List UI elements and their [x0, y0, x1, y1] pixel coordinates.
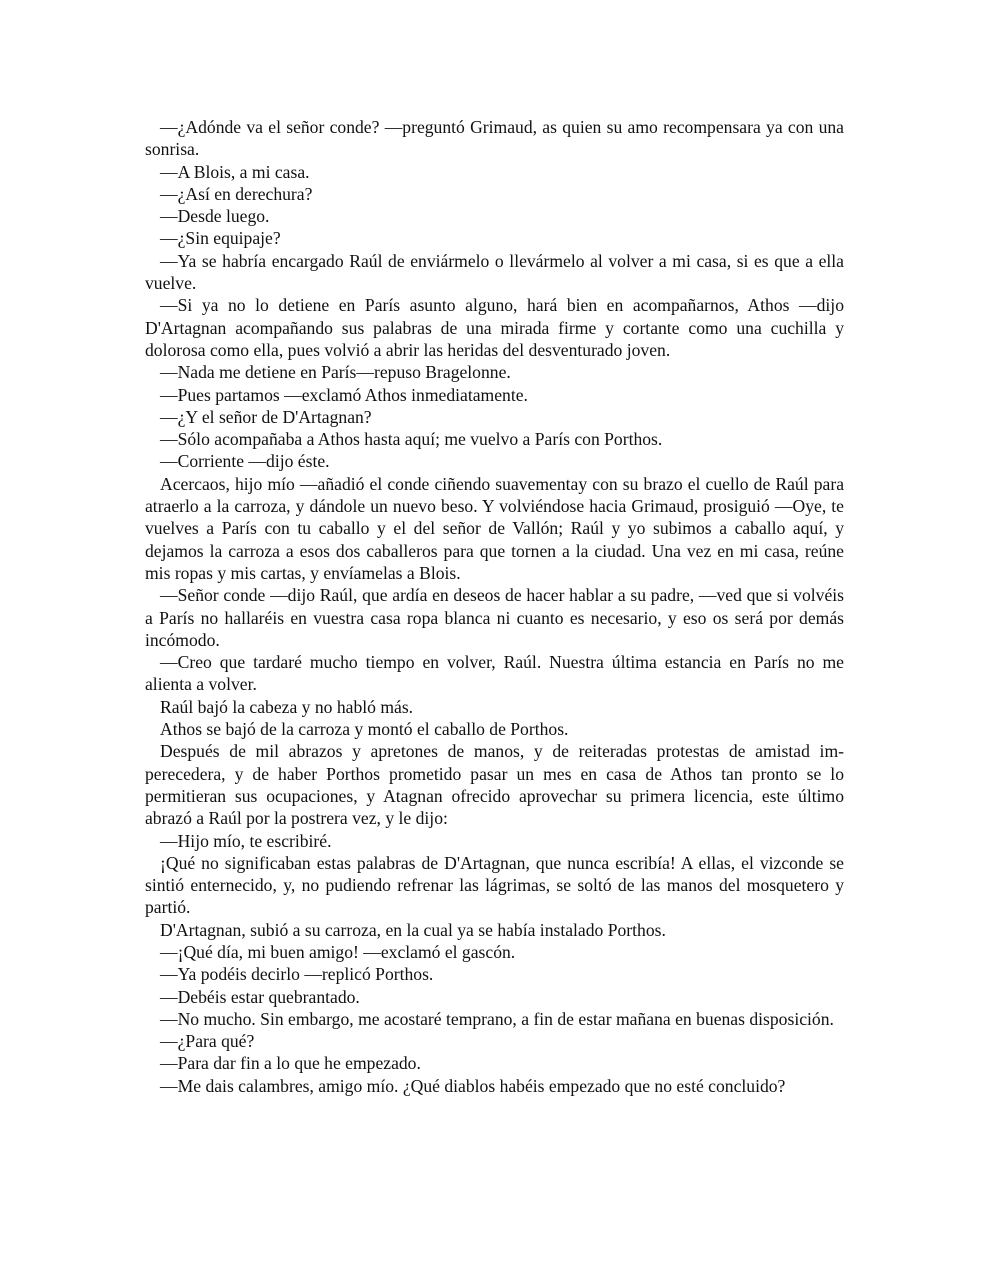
paragraph: Athos se bajó de la carroza y montó el caballo de Porthos.: [160, 719, 569, 740]
paragraph: —Pues partamos —exclamó Athos inmediatamente.: [160, 384, 528, 405]
paragraph: —Desde luego.: [160, 206, 270, 227]
paragraph: —¿Y el señor de D'Artagnan?: [160, 406, 372, 427]
paragraph: —¿Adónde va el señor conde? —preguntó Grimaud, as quien su amo recompensara ya con una sonrisa.: [145, 117, 844, 160]
paragraph: —Ya se habría encargado Raúl de enviármelo o llevármelo al volver a mi casa, si es que a ella vuelve.: [145, 250, 844, 294]
paragraph: Después de mil abrazos y apretones de manos, y de reiteradas protestas de amistad imperecedera, y de haber Porthos prometido pasar un mes en casa de Athos tan pronto se lo permitieran sus ocupaciones, y Atagnan ofrecido aprovechar su primera licencia, este último abrazó a Raúl por la postrera vez, y le dijo:: [145, 741, 844, 829]
paragraph: —¡Qué día, mi buen amigo! —exclamó el gascón.: [160, 941, 516, 962]
paragraph: —Sólo acompañaba a Athos hasta aquí; me vuelvo a París con Porthos.: [160, 429, 663, 450]
paragraph: —Creo que tardaré mucho tiempo en volver, Raúl. Nuestra última estancia en París no me alienta a volver.: [145, 652, 844, 695]
paragraph: —Hijo mío, te escribiré.: [160, 830, 332, 851]
paragraph: —A Blois, a mi casa.: [160, 161, 310, 182]
paragraph: —Corriente —dijo éste.: [160, 451, 330, 472]
paragraph: —Ya podéis decirlo —replicó Porthos.: [160, 964, 434, 985]
paragraph: —¿Así en derechura?: [160, 183, 313, 204]
paragraph: —¿Para qué?: [160, 1031, 255, 1052]
page-body: [145, 116, 844, 1097]
paragraph: —Si ya no lo detiene en París asunto alguno, hará bien en acompañarnos, Athos —dijo D'Artagnan acompañando sus palabras de una mirada firme y cortante como una cuchilla y dolorosa como ella, pues volvió a abrir las heridas del desventurado joven.: [145, 295, 844, 360]
paragraph: —No mucho. Sin embargo, me acostaré temprano, a fin de estar mañana en buenas disposición.: [160, 1008, 834, 1029]
paragraph: Raúl bajó la cabeza y no habló más.: [160, 696, 414, 717]
paragraph: ¡Qué no significaban estas palabras de D'Artagnan, que nunca escribía! A ellas, el vizconde se sintió enternecido, y, no pudiendo refrenar las lágrimas, se soltó de las manos del mosquetero y partió.: [145, 852, 844, 918]
paragraph: —¿Sin equipaje?: [160, 228, 281, 249]
paragraph: Acercaos, hijo mío —añadió el conde ciñendo suavementay con su brazo el cuello de Raúl para atraerlo a la carroza, y dándole un nuevo beso. Y volviéndose hacia Grimaud, prosiguió —Oye, te vuelves a París con tu caballo y el del señor de Vallón; Raúl y yo subimos a caballo aquí, y dejamos la carroza a esos dos caballeros para que tornen a la ciudad. Una vez en mi casa, reúne mis ropas y mis cartas, y envíamelas a Blois.: [145, 473, 844, 583]
paragraph: —Me dais calambres, amigo mío. ¿Qué diablos habéis empezado que no esté concluido?: [160, 1075, 786, 1096]
paragraph: —Nada me detiene en París—repuso Bragelonne.: [160, 362, 511, 383]
paragraph: —Señor conde —dijo Raúl, que ardía en deseos de hacer hablar a su padre, —ved que si volvéis a París no hallaréis en vuestra casa ropa blanca ni cuanto es necesario, y eso os será por demás incómodo.: [145, 585, 844, 650]
paragraph: D'Artagnan, subió a su carroza, en la cual ya se había instalado Porthos.: [160, 919, 666, 940]
paragraph: —Debéis estar quebrantado.: [160, 986, 360, 1007]
paragraph: —Para dar fin a lo que he empezado.: [160, 1053, 421, 1074]
